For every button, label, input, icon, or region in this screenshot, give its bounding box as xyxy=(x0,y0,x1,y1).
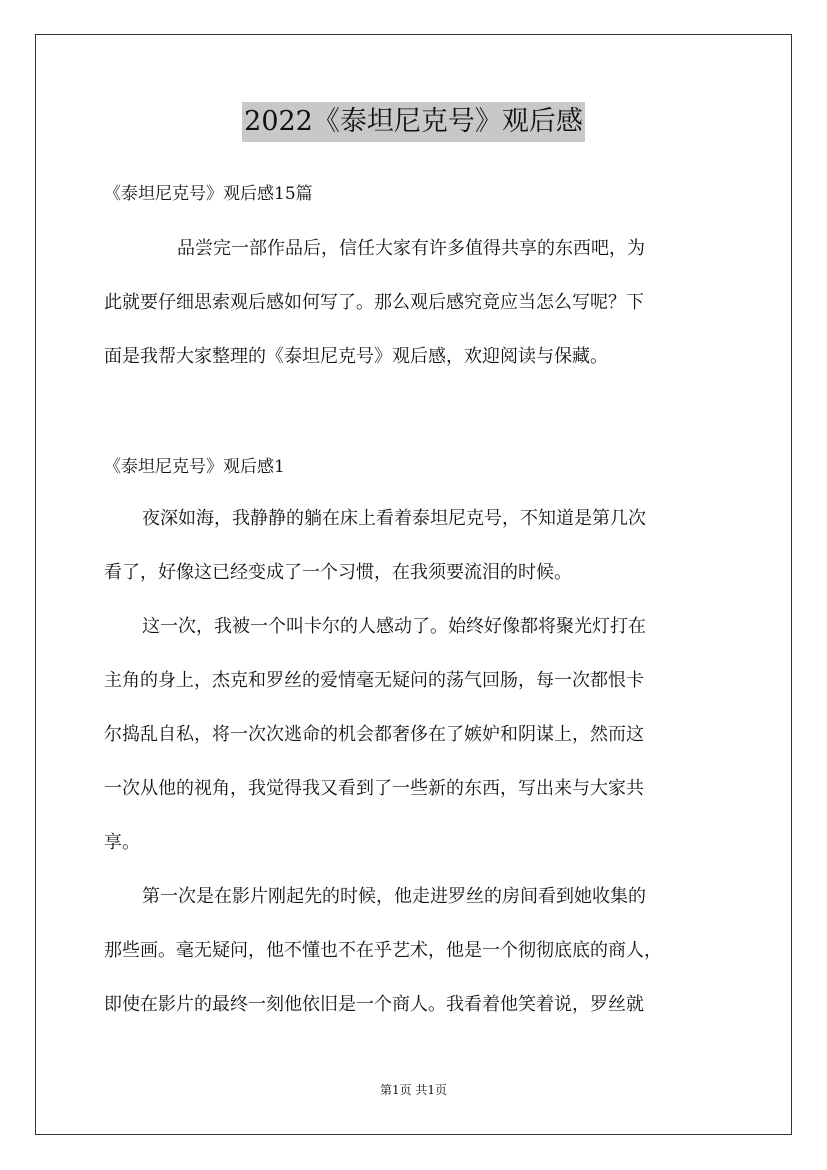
document-title: 2022《泰坦尼克号》观后感 xyxy=(242,102,585,142)
intro-line: 此就要仔细思索观后感如何写了。那么观后感究竟应当怎么写呢？下 xyxy=(104,292,644,313)
section-heading: 《泰坦尼克号》观后感1 xyxy=(104,457,285,477)
intro-line: 品尝完一部作品后，信任大家有许多值得共享的东西吧，为 xyxy=(177,238,645,259)
paragraph-line: 看了，好像这已经变成了一个习惯，在我须要流泪的时候。 xyxy=(104,562,572,583)
document-title-block xyxy=(0,102,827,142)
paragraph-line: 即使在影片的最终一刻他依旧是一个商人。我看着他笑着说，罗丝就 xyxy=(104,994,644,1015)
paragraph-line: 这一次，我被一个叫卡尔的人感动了。始终好像都将聚光灯打在 xyxy=(142,616,646,637)
paragraph-line: 夜深如海，我静静的躺在床上看着泰坦尼克号，不知道是第几次 xyxy=(142,508,646,529)
intro-line: 面是我帮大家整理的《泰坦尼克号》观后感，欢迎阅读与保藏。 xyxy=(104,346,608,367)
paragraph-line: 那些画。毫无疑问，他不懂也不在乎艺术，他是一个彻彻底底的商人， xyxy=(104,940,662,961)
paragraph-line: 第一次是在影片刚起先的时候，他走进罗丝的房间看到她收集的 xyxy=(142,886,646,907)
paragraph-line: 享。 xyxy=(104,832,140,853)
paragraph-line: 尔捣乱自私，将一次次逃命的机会都奢侈在了嫉妒和阴谋上，然而这 xyxy=(104,724,644,745)
document-subtitle: 《泰坦尼克号》观后感15篇 xyxy=(104,184,313,204)
paragraph-line: 主角的身上，杰克和罗丝的爱情毫无疑问的荡气回肠，每一次都恨卡 xyxy=(104,670,644,691)
paragraph-line: 一次从他的视角，我觉得我又看到了一些新的东西，写出来与大家共 xyxy=(104,778,644,799)
page-footer: 第1页 共1页 xyxy=(379,1083,448,1097)
